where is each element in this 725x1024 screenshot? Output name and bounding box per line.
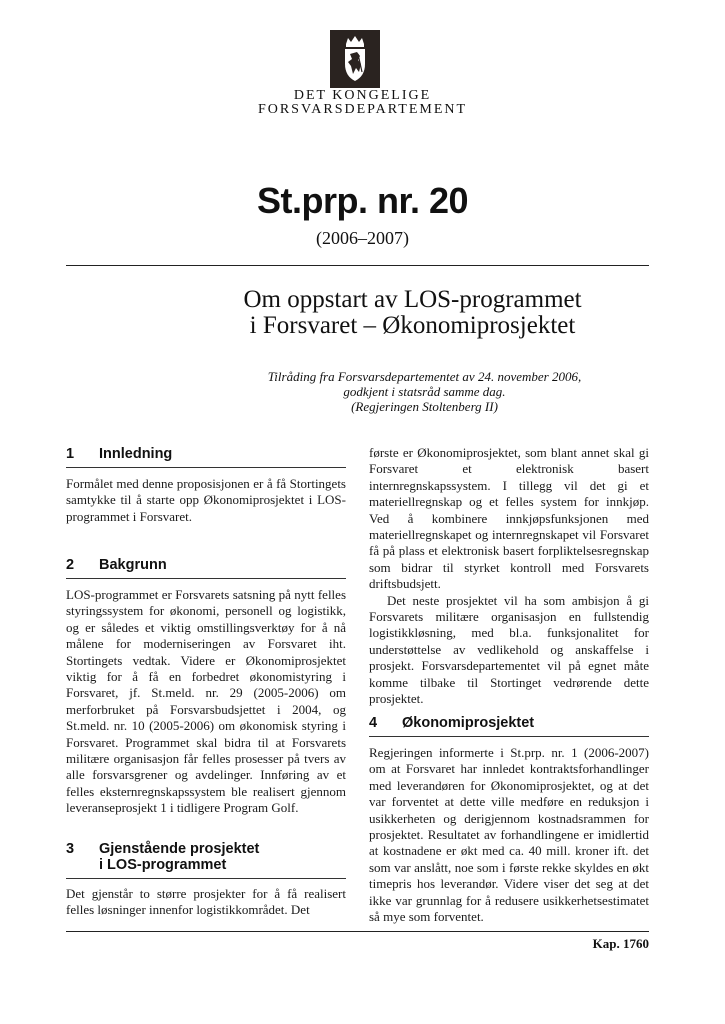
- recommendation-line2: godkjent i statsråd samme dag.: [343, 384, 506, 399]
- section-title: Innledning: [99, 446, 173, 462]
- section-number: 4: [369, 715, 378, 731]
- section-3-body: [66, 886, 346, 919]
- document-title: St.prp. nr. 20: [256, 180, 469, 221]
- section-3-continued: [369, 445, 649, 708]
- section-rule: [66, 878, 346, 879]
- paragraph: Det gjenstår to større prosjekter for å få realisert felles løsninger innenfor logistikkområdet. Det: [66, 886, 346, 918]
- subtitle-line2: i Forsvaret – Økonomiprosjektet: [249, 312, 576, 339]
- section-4-heading: [369, 715, 649, 732]
- recommendation-line3: (Regjeringen Stoltenberg II): [351, 399, 498, 414]
- section-2-heading: [66, 557, 346, 574]
- section-title-line2: i LOS-programmet: [99, 857, 227, 873]
- chapter-label: Kap. 1760: [592, 936, 649, 951]
- top-divider: [66, 265, 649, 266]
- section-number: 2: [66, 557, 75, 573]
- subtitle-line1: Om oppstart av LOS-programmet: [243, 286, 582, 313]
- section-number: 3: [66, 841, 75, 857]
- paragraph: Det neste prosjektet vil ha som ambisjon å gi Forsvarets militære organisasjon en fullstendig logistikkløsning, med bl.a. funksjonalitet for understøttelse av vedlikehold og anskaffelse i prosjekt. Forsvarsdepartementet vil på egnet måte komme tilbake til Stortinget vedrørende dette prosjektet.: [369, 592, 649, 707]
- bottom-divider: [66, 931, 649, 932]
- paragraph: Regjeringen informerte i St.prp. nr. 1 (2006-2007) om at Forsvaret har innledet kontraktsforhandlinger med leverandøren for Økonomiprosjektet, og at det var forventet at dette ville medføre en reduksjon i usikkerheten og derigjennom kostnadsrammen for prosjektet. Resultatet av forhandlingene er imidlertid at kostnadene er økt med ca. 40 mill. kroner ift. det som var anslått, noe som i første rekke skyldes en økt timepris hos leverandør. Videre viser det seg at det ikke var grunnlag for å redusere usikkerhetsestimatet så mye som forventet.: [369, 745, 649, 925]
- section-rule: [66, 467, 346, 468]
- session-years: (2006–2007): [316, 228, 409, 248]
- paragraph: Formålet med denne proposisjonen er å få Stortingets samtykke til å starte opp Økonomiprosjektet i LOS-programmet i Forsvaret.: [66, 476, 346, 524]
- section-1-body: [66, 476, 346, 525]
- section-2-body: [66, 587, 346, 817]
- paragraph: LOS-programmet er Forsvarets satsning på nytt felles styringssystem for økonomi, personell og logistikk, og er således et viktig omstillingsverktøy for å nå målene for moderniseringen av Forsvaret iht. Stortingets vedtak. Videre er Økonomiprosjektet viktig for å få en forbedret økonomistyring i Forsvaret, jf. St.meld. nr. 29 (2005-2006) om merforbruket på Forsvarsbudsjettet i 2004, og St.meld. nr. 10 (2005-2006) om økonomisk styring i Forsvaret. Programmet skal bidra til at Forsvarets militære organisasjon får felles prosesser på tvers av alle forsvarsgrener og avdelinger. Innføring av et felles eksternregnskapssystem ble realisert gjennom leveranseprosjekt 1 i tidligere Program Golf.: [66, 587, 346, 816]
- recommendation-line1: Tilråding fra Forsvarsdepartementet av 24. november 2006,: [267, 369, 582, 384]
- section-3-heading: [66, 841, 346, 875]
- section-4-body: [369, 745, 649, 925]
- section-title: Bakgrunn: [99, 557, 167, 573]
- section-number: 1: [66, 446, 75, 462]
- ministry-name-line1: DET KONGELIGE: [293, 88, 432, 103]
- section-1-heading: [66, 446, 346, 463]
- ministry-name-line2: FORSVARSDEPARTEMENT: [257, 102, 468, 117]
- paragraph: første er Økonomiprosjektet, som blant annet skal gi Forsvaret et elektronisk basert internregnskapssystem. I tillegg vil det gi et materiellregnskap og et felles system for innkjøp. Ved å kombinere innkjøpsfunksjonen med materiellregnskapet og internregnskapet vil Forsvaret få på plass et elektronisk basert forpliktelsesregnskap som bidrar til styrket kontroll med Forsvarets driftsbudsjett.: [369, 445, 649, 592]
- section-rule: [66, 578, 346, 579]
- section-title-line1: Gjenstående prosjektet: [99, 841, 260, 857]
- section-rule: [369, 736, 649, 737]
- section-title: Økonomiprosjektet: [402, 715, 535, 731]
- coat-of-arms-logo: [330, 30, 380, 88]
